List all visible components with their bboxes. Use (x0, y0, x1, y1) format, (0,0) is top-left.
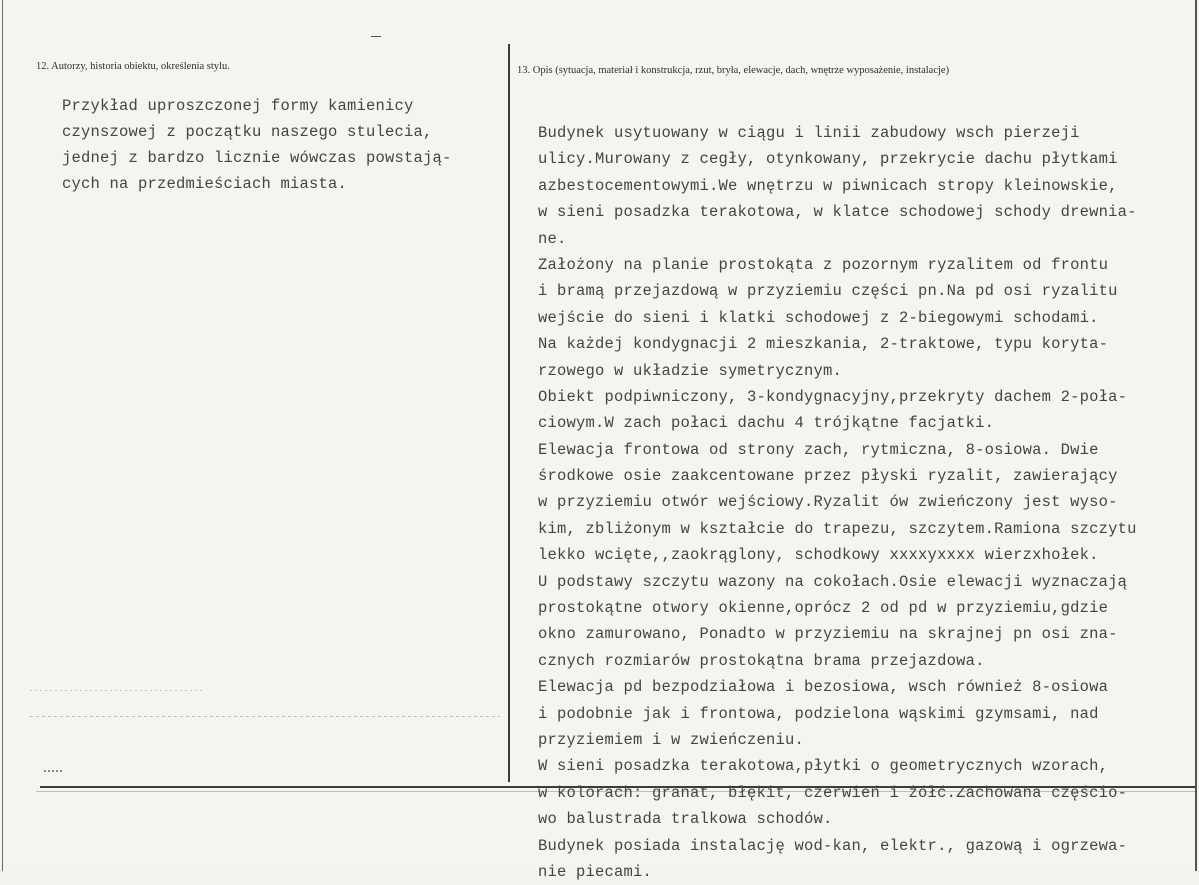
text-line: wo balustrada tralkowa schodów. (538, 810, 833, 829)
text-line: rzowego w układzie symetrycznym. (538, 361, 843, 380)
faint-rule (30, 716, 500, 717)
faint-rule-short (30, 690, 205, 691)
top-mark (371, 36, 381, 37)
text-line: ne. (538, 229, 567, 248)
text-line: czynszowej z początku naszego stulecia, (62, 123, 433, 141)
column-divider (508, 44, 510, 782)
text-line: Założony na planie prostokąta z pozornym ryzalitem od frontu (538, 255, 1109, 274)
text-line: Elewacja pd bezpodziałowa i bezosiowa, wsch również 8-osiowa (538, 678, 1109, 697)
page-border-right (1195, 0, 1197, 871)
text-line: Elewacja frontowa od strony zach, rytmiczna, 8-osiowa. Dwie (538, 440, 1099, 459)
text-line: Przykład uproszczonej formy kamienicy (62, 97, 414, 115)
page-border-left (2, 0, 3, 871)
text-line: prostokątne otwory okienne,oprócz 2 od pd w przyziemiu,gdzie (538, 599, 1109, 618)
text-line: Na każdej kondygnacji 2 mieszkania, 2-traktowe, typu koryta- (538, 335, 1109, 354)
text-line: azbestocementowymi.We wnętrzu w piwnicach stropy kleinowskie, (538, 176, 1118, 195)
text-line: i podobnie jak i frontowa, podzielona wąskimi gzymsami, nad (538, 704, 1099, 723)
section-13-heading: 13. Opis (sytuacja, materiał i konstrukcja, rzut, bryła, elewacje, dach, wnętrze wyposażenie, instalacje) (517, 65, 950, 76)
text-line: Budynek posiada instalację wod-kan, elektr., gazową i ogrzewa- (538, 836, 1128, 855)
section-13-text (538, 120, 1137, 885)
text-line: cznych rozmiarów prostokątna brama przejazdowa. (538, 651, 985, 670)
text-line: Obiekt podpiwniczony, 3-kondygnacyjny,przekryty dachem 2-poła- (538, 387, 1128, 406)
text-line: w sieni posadzka terakotowa, w klatce schodowej schody drewnia- (538, 203, 1137, 222)
text-line: Budynek usytuowany w ciągu i linii zabudowy wsch pierzeji (538, 124, 1080, 142)
text-line: i bramą przejazdową w przyziemiu części pn.Na pd osi ryzalitu (538, 282, 1118, 301)
text-line: nie piecami. (538, 862, 653, 881)
text-line: lekko wcięte,,zaokrąglony, schodkowy xxxxyxxxx wierzxhołek. (538, 546, 1099, 565)
section-12-text (62, 93, 452, 197)
text-line: przyziemiem i w zwieńczeniu. (538, 730, 805, 749)
text-line: wejście do sieni i klatki schodowej z 2-biegowymi schodami. (538, 308, 1099, 327)
text-line: w przyziemiu otwór wejściowy.Ryzalit ów zwieńczony jest wyso- (538, 493, 1118, 512)
text-line: ulicy.Murowany z cegły, otynkowany, przekrycie dachu płytkami (538, 150, 1118, 169)
text-line: w kolorach: granat, błękit, czerwień i żółć.Zachowana częścio- (538, 783, 1128, 802)
text-line: ciowym.W zach połaci dachu 4 trójkątne facjatki. (538, 414, 995, 433)
text-line: okno zamurowano, Ponadto w przyziemiu na skrajnej pn osi zna- (538, 625, 1118, 644)
text-line: kim, zbliżonym w kształcie do trapezu, szczytem.Ramiona szczytu (538, 519, 1137, 538)
text-line: środkowe osie zaakcentowane przez płyski ryzalit, zawierający (538, 467, 1118, 486)
section-12-heading: 12. Autorzy, historia obiektu, określenia stylu. (36, 61, 230, 72)
text-line: cych na przedmieściach miasta. (62, 175, 348, 193)
stray-mark (44, 770, 62, 772)
text-line: jednej z bardzo licznie wówczas powstają- (62, 149, 452, 167)
text-line: U podstawy szczytu wazony na cokołach.Osie elewacji wyznaczają (538, 572, 1128, 591)
text-line: W sieni posadzka terakotowa,płytki o geometrycznych wzorach, (538, 757, 1109, 776)
